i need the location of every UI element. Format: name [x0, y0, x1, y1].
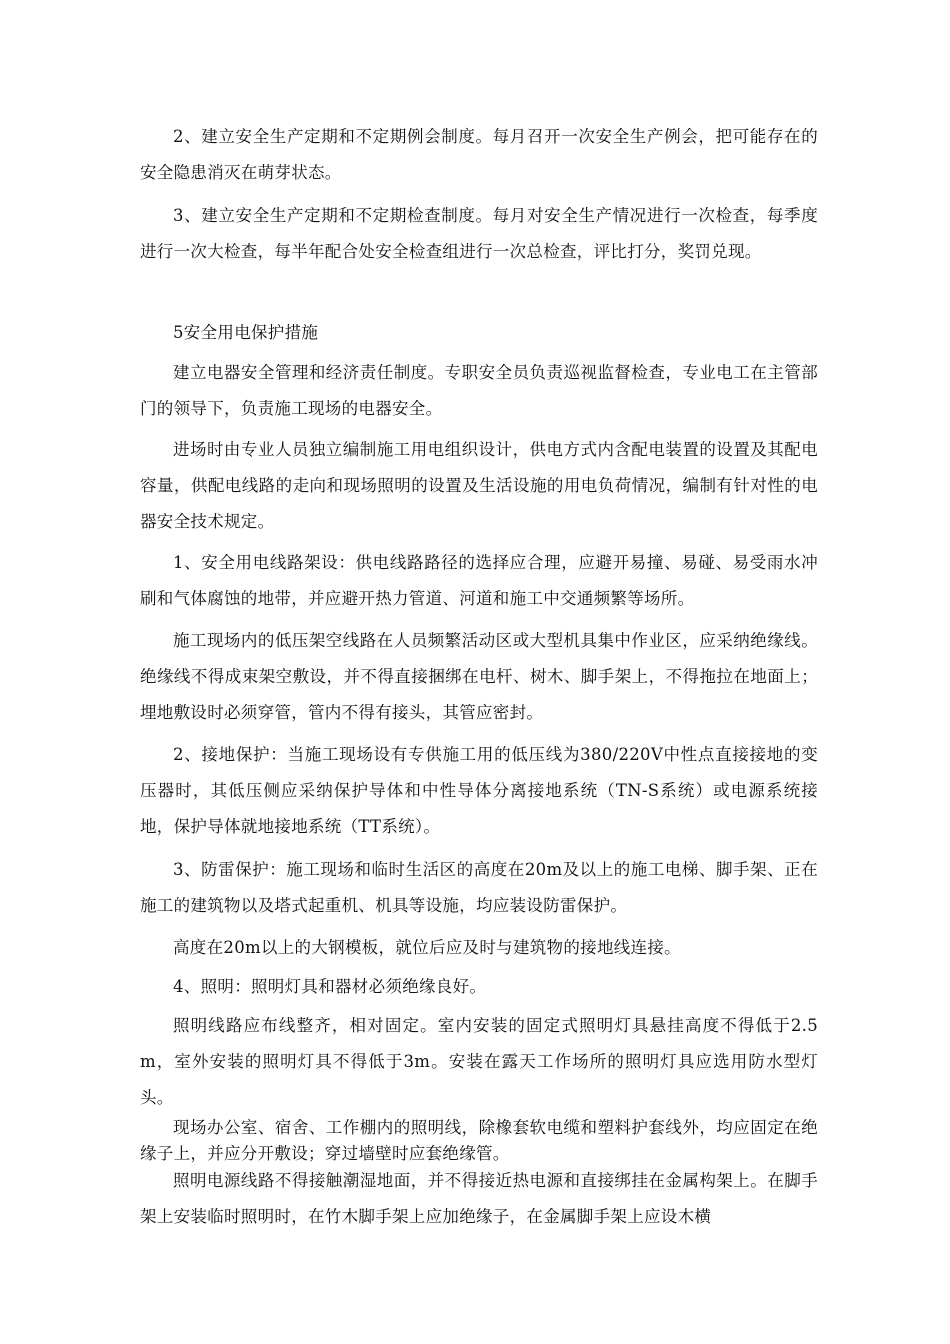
paragraph-regular-meeting: 2、建立安全生产定期和不定期例会制度。每月召开一次安全生产例会，把可能存在的安全隐患消灭在萌芽状态。	[140, 127, 818, 182]
section-heading-electrical-safety: 5安全用电保护措施	[173, 323, 319, 342]
paragraph-line-erection: 1、安全用电线路架设：供电线路路径的选择应合理，应避开易撞、易碰、易受雨水冲刷和气体腐蚀的地带，并应避开热力管道、河道和施工中交通频繁等场所。	[140, 553, 818, 608]
paragraph-power-design: 进场时由专业人员独立编制施工用电组织设计，供电方式内含配电装置的设置及其配电容量，供配电线路的走向和现场照明的设置及生活设施的用电负荷情况，编制有针对性的电器安全技术规定。	[140, 440, 818, 531]
paragraph-electrical-management: 建立电器安全管理和经济责任制度。专职安全员负责巡视监督检查，专业电工在主管部门的领导下，负责施工现场的电器安全。	[140, 363, 818, 418]
paragraph-steel-formwork: 高度在20m以上的大钢模板，就位后应及时与建筑物的接地线连接。	[173, 938, 681, 957]
paragraph-lighting-power-lines: 照明电源线路不得接触潮湿地面，并不得接近热电源和直接绑挂在金属构架上。在脚手架上安装临时照明时，在竹木脚手架上应加绝缘子，在金属脚手架上应设木横	[140, 1171, 818, 1226]
paragraph-lighting: 4、照明：照明灯具和器材必须绝缘良好。	[173, 977, 487, 996]
paragraph-inspection-system: 3、建立安全生产定期和不定期检查制度。每月对安全生产情况进行一次检查，每季度进行一次大检查，每半年配合处安全检查组进行一次总检查，评比打分，奖罚兑现。	[140, 206, 818, 261]
paragraph-office-lighting: 现场办公室、宿舍、工作棚内的照明线，除橡套软电缆和塑料护套线外，均应固定在绝缘子上，并应分开敷设；穿过墙壁时应套绝缘管。	[140, 1118, 818, 1163]
paragraph-overhead-lines: 施工现场内的低压架空线路在人员频繁活动区或大型机具集中作业区，应采纳绝缘线。绝缘线不得成束架空敷设，并不得直接捆绑在电杆、树木、脚手架上，不得拖拉在地面上；埋地敷设时必须穿管，管内不得有接头，其管应密封。	[140, 631, 818, 722]
paragraph-lighting-wiring: 照明线路应布线整齐，相对固定。室内安装的固定式照明灯具悬挂高度不得低于2.5m，室外安装的照明灯具不得低于3m。安装在露天工作场所的照明灯具应选用防水型灯头。	[140, 1016, 818, 1107]
paragraph-grounding: 2、接地保护：当施工现场设有专供施工用的低压线为380/220V中性点直接接地的变压器时，其低压侧应采纳保护导体和中性导体分离接地系统（TN-S系统）或电源系统接地，保护导体就地接地系统（TT系统）。	[140, 745, 818, 836]
paragraph-lightning-protection: 3、防雷保护：施工现场和临时生活区的高度在20m及以上的施工电梯、脚手架、正在施工的建筑物以及塔式起重机、机具等设施，均应装设防雷保护。	[140, 860, 818, 915]
